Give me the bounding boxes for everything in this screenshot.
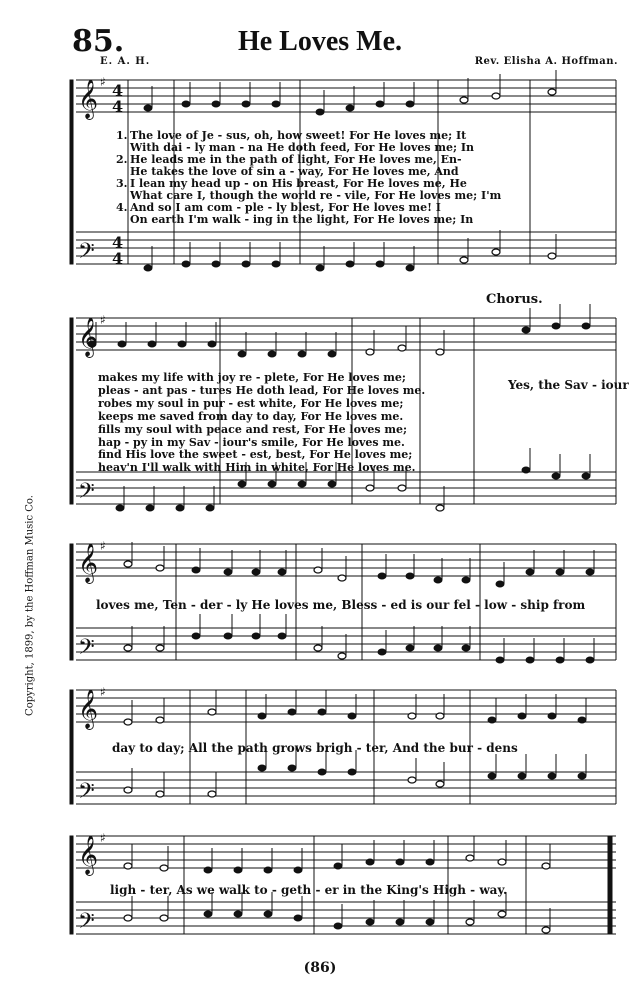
notehead xyxy=(252,569,260,575)
notehead xyxy=(252,633,260,639)
verses-block xyxy=(116,130,616,226)
notehead xyxy=(272,261,280,267)
notehead xyxy=(542,927,550,933)
time-signature: 4 xyxy=(112,97,124,116)
notehead xyxy=(156,645,164,651)
treble-clef-icon: 𝄞 xyxy=(78,689,99,729)
copyright-notice: Copyright, 1899, by the Hoffman Music Co. xyxy=(24,495,36,716)
notehead xyxy=(224,633,232,639)
notehead xyxy=(436,349,444,355)
notehead xyxy=(488,773,496,779)
notehead xyxy=(552,323,560,329)
notehead xyxy=(492,249,500,255)
notehead xyxy=(548,773,556,779)
time-signature: 4 xyxy=(112,233,124,252)
notehead xyxy=(378,649,386,655)
sharp-icon: ♯ xyxy=(100,313,106,327)
staff-system-1-bass xyxy=(76,232,616,264)
verse-text: What care I, though the world re - vile, For He loves me; I'm xyxy=(130,189,502,202)
lyricist-credit: E. A. H. xyxy=(100,56,151,67)
notehead xyxy=(548,253,556,259)
notehead xyxy=(378,573,386,579)
notehead xyxy=(586,657,594,663)
chorus-lyric-line-2: day to day; All the path grows brigh - ter, And the bur - dens xyxy=(112,741,518,755)
notehead xyxy=(578,773,586,779)
notehead xyxy=(556,657,564,663)
verse-text: With dai - ly man - na He doth feed, For He loves me; In xyxy=(130,141,475,154)
notehead xyxy=(406,265,414,271)
notehead xyxy=(288,765,296,771)
notehead xyxy=(548,89,556,95)
refrain-line: hap - py in my Sav - iour's smile, For He loves me. xyxy=(98,435,405,449)
staff-system-5-treble xyxy=(76,836,616,868)
staff-system-5-bass xyxy=(76,902,616,934)
notehead xyxy=(316,265,324,271)
notehead xyxy=(124,915,132,921)
notehead xyxy=(314,645,322,651)
notehead xyxy=(176,505,184,511)
chorus-pickup-lyric: Yes, the Sav - iour xyxy=(508,378,629,392)
sharp-icon: ♯ xyxy=(100,685,106,699)
verse-number: 2. xyxy=(116,153,128,166)
notehead xyxy=(234,867,242,873)
refrain-line: keeps me saved from day to day, For He loves me. xyxy=(98,409,404,423)
notehead xyxy=(556,569,564,575)
verse-text: The love of Je - sus, oh, how sweet! For He loves me; It xyxy=(130,129,467,142)
refrain-lyrics xyxy=(98,372,458,475)
notehead xyxy=(278,569,286,575)
staff-system-2-treble xyxy=(76,318,616,350)
notehead xyxy=(578,717,586,723)
notehead xyxy=(460,97,468,103)
refrain-line: fills my soul with peace and rest, For He loves me; xyxy=(98,422,408,436)
notehead xyxy=(366,919,374,925)
notehead xyxy=(408,777,416,783)
notehead xyxy=(208,341,216,347)
bass-clef-icon: 𝄢 xyxy=(78,479,95,509)
notehead xyxy=(144,265,152,271)
notehead xyxy=(148,341,156,347)
notehead xyxy=(426,919,434,925)
time-signature: 4 xyxy=(112,249,124,268)
chorus-lyric-line-1: loves me, Ten - der - ly He loves me, Bless - ed is our fel - low - ship from xyxy=(96,598,586,612)
notehead xyxy=(334,863,342,869)
notehead xyxy=(496,581,504,587)
notehead xyxy=(334,923,342,929)
notehead xyxy=(396,859,404,865)
notehead xyxy=(258,713,266,719)
notehead xyxy=(548,713,556,719)
notehead xyxy=(156,565,164,571)
hymn-title: He Loves Me. xyxy=(237,26,403,57)
treble-clef-icon: 𝄞 xyxy=(78,835,99,875)
notehead xyxy=(408,713,416,719)
notehead xyxy=(522,327,530,333)
chorus-label: Chorus. xyxy=(486,292,543,307)
notehead xyxy=(406,573,414,579)
notehead xyxy=(124,863,132,869)
notehead xyxy=(526,657,534,663)
notehead xyxy=(522,467,530,473)
notehead xyxy=(242,101,250,107)
notehead xyxy=(278,633,286,639)
verse-text: He leads me in the path of light, For He loves me, En- xyxy=(130,153,462,166)
notehead xyxy=(208,709,216,715)
notehead xyxy=(314,567,322,573)
composer-credit: Rev. Elisha A. Hoffman. xyxy=(474,56,618,67)
notehead xyxy=(258,765,266,771)
notehead xyxy=(406,645,414,651)
refrain-line: makes my life with joy re - plete, For He loves me; xyxy=(98,371,406,384)
notehead xyxy=(238,481,246,487)
notehead xyxy=(208,791,216,797)
notehead xyxy=(192,567,200,573)
notehead xyxy=(264,911,272,917)
notehead xyxy=(498,911,506,917)
notehead xyxy=(234,911,242,917)
treble-clef-icon: 𝄞 xyxy=(78,79,99,119)
notehead xyxy=(488,717,496,723)
notehead xyxy=(272,101,280,107)
verse-text: I lean my head up - on His breast, For He loves me, He xyxy=(130,177,467,190)
refrain-line: heav'n I'll walk with Him in white, For He loves me. xyxy=(98,461,416,475)
verse-text: And so I am com - ple - ly blest, For He loves me! I xyxy=(130,201,441,214)
page-number: (86) xyxy=(303,960,337,976)
notehead xyxy=(396,919,404,925)
notehead xyxy=(224,569,232,575)
notehead xyxy=(192,633,200,639)
treble-clef-icon: 𝄞 xyxy=(78,317,99,357)
chorus-lyric-line-3: ligh - ter, As we walk to - geth - er in the King's High - way. xyxy=(110,883,508,897)
bass-clef-icon: 𝄢 xyxy=(78,909,95,939)
notehead xyxy=(460,257,468,263)
notehead xyxy=(116,505,124,511)
notehead xyxy=(366,349,374,355)
notehead xyxy=(124,645,132,651)
notehead xyxy=(526,569,534,575)
notehead xyxy=(156,791,164,797)
notehead xyxy=(586,569,594,575)
time-signature: 4 xyxy=(112,81,124,100)
notehead xyxy=(156,717,164,723)
sharp-icon: ♯ xyxy=(100,539,106,553)
notehead xyxy=(346,105,354,111)
notehead xyxy=(294,915,302,921)
verse-text: He takes the love of sin a - way, For He loves me, And xyxy=(130,165,459,178)
staff-system-4-treble xyxy=(76,690,616,722)
notehead xyxy=(518,773,526,779)
notehead xyxy=(160,915,168,921)
verse-number: 4. xyxy=(116,201,128,214)
notehead xyxy=(294,867,302,873)
notehead xyxy=(268,481,276,487)
notehead xyxy=(498,859,506,865)
notehead xyxy=(462,645,470,651)
notehead xyxy=(178,341,186,347)
notehead xyxy=(348,769,356,775)
notehead xyxy=(406,101,414,107)
notehead xyxy=(264,867,272,873)
notehead xyxy=(124,719,132,725)
notehead xyxy=(426,859,434,865)
verse-text: On earth I'm walk - ing in the light, For He loves me; In xyxy=(130,213,474,226)
notehead xyxy=(338,575,346,581)
bass-clef-icon: 𝄢 xyxy=(78,779,95,809)
notehead xyxy=(376,261,384,267)
notehead xyxy=(436,713,444,719)
notehead xyxy=(212,261,220,267)
notehead xyxy=(462,577,470,583)
notehead xyxy=(328,351,336,357)
notehead xyxy=(318,769,326,775)
verse-line xyxy=(116,214,616,226)
bass-clef-icon: 𝄢 xyxy=(78,239,95,269)
notehead xyxy=(492,93,500,99)
sharp-icon: ♯ xyxy=(100,75,106,89)
notehead xyxy=(552,473,560,479)
refrain-line: find His love the sweet - est, best, For He loves me; xyxy=(98,448,413,462)
notehead xyxy=(204,867,212,873)
notehead xyxy=(182,101,190,107)
sharp-icon: ♯ xyxy=(100,831,106,845)
notehead xyxy=(204,911,212,917)
treble-clef-icon: 𝄞 xyxy=(78,543,99,583)
verse-number: 3. xyxy=(116,177,128,190)
notehead xyxy=(518,713,526,719)
notehead xyxy=(182,261,190,267)
notehead xyxy=(466,919,474,925)
notehead xyxy=(436,781,444,787)
staff-system-4-bass xyxy=(76,772,616,804)
notehead xyxy=(348,713,356,719)
notehead xyxy=(124,561,132,567)
notehead xyxy=(436,505,444,511)
notehead xyxy=(328,481,336,487)
notehead xyxy=(268,351,276,357)
notehead xyxy=(496,657,504,663)
notehead xyxy=(434,577,442,583)
refrain-line: pleas - ant pas - tures He doth lead, For He loves me. xyxy=(98,383,426,397)
notehead xyxy=(376,101,384,107)
notehead xyxy=(238,351,246,357)
notehead xyxy=(466,855,474,861)
notehead xyxy=(144,105,152,111)
notehead xyxy=(582,323,590,329)
notehead xyxy=(124,787,132,793)
refrain-line: robes my soul in pur - est white, For He loves me; xyxy=(98,396,404,410)
notehead xyxy=(212,101,220,107)
notehead xyxy=(338,653,346,659)
bass-clef-icon: 𝄢 xyxy=(78,635,95,665)
verse-number: 1. xyxy=(116,129,128,142)
notehead xyxy=(206,505,214,511)
notehead xyxy=(434,645,442,651)
notehead xyxy=(160,865,168,871)
notehead xyxy=(346,261,354,267)
notehead xyxy=(398,485,406,491)
notehead xyxy=(242,261,250,267)
notehead xyxy=(542,863,550,869)
notehead xyxy=(366,485,374,491)
notehead xyxy=(366,859,374,865)
notehead xyxy=(118,341,126,347)
notehead xyxy=(316,109,324,115)
notehead xyxy=(318,709,326,715)
notehead xyxy=(146,505,154,511)
notehead xyxy=(298,351,306,357)
notehead xyxy=(298,481,306,487)
notehead xyxy=(398,345,406,351)
notehead xyxy=(288,709,296,715)
notehead xyxy=(582,473,590,479)
hymn-number: 85. xyxy=(72,24,125,59)
staff-system-2-bass xyxy=(76,472,616,504)
